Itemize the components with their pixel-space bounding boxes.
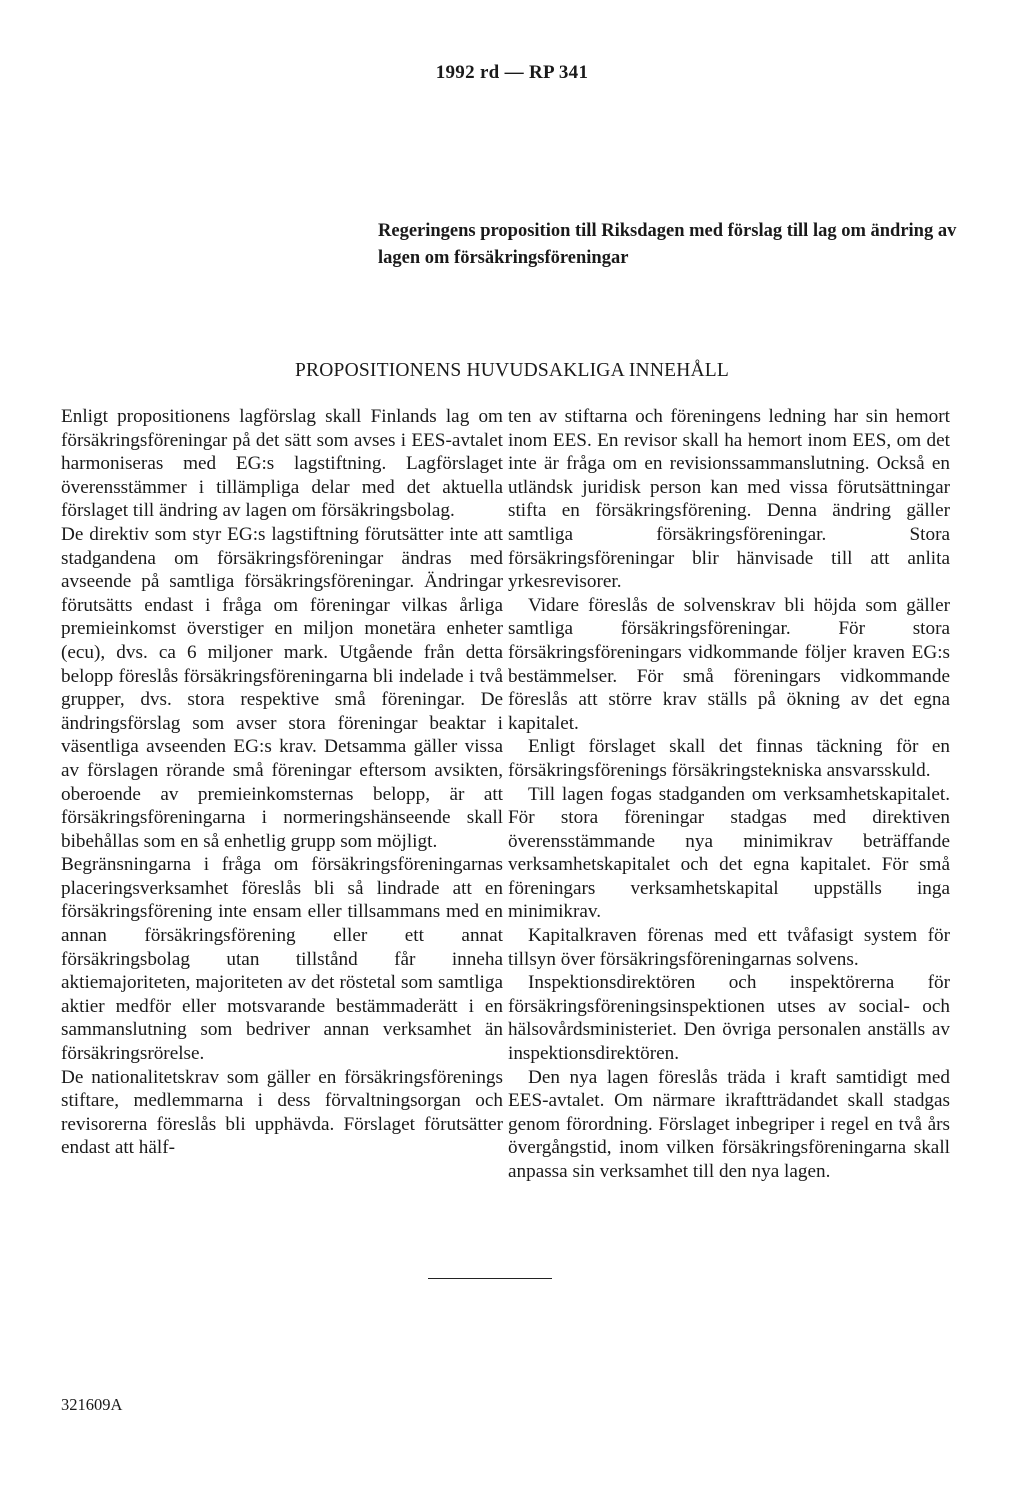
summary-paragraph: De direktiv som styr EG:s lagstiftning förutsätter inte att stadgandena om försäkringsföreningar ändras med avseende på samtliga försäkringsföreningar. Ändringar förutsätts endast i fråga om föreningar vilkas årliga premieinkomst överstiger en miljon monetära enheter (ecu), dvs. ca 6 miljoner mark. Utgående från detta belopp föreslås försäkringsföreningarna bli indelade i två grupper, dvs. stora respektive små föreningar. De ändringsförslag som avser stora föreningar beaktar i väsentliga avseenden EG:s krav. Detsamma gäller vissa av förslagen rörande små föreningar eftersom avsikten, oberoende av premieinkomsternas belopp, är att försäkringsföreningarna i normeringshänseende skall bibehållas som en så enhetlig grupp som möjligt. [61,523,503,852]
summary-paragraph: Enligt förslaget skall det finnas täckning för en försäkringsförenings försäkringstekniska ansvarsskuld. [508,736,950,781]
document-title: Regeringens proposition till Riksdagen med förslag till lag om ändring av lagen om försäkringsföreningar [378,221,957,268]
summary-paragraph: Den nya lagen föreslås träda i kraft samtidigt med EES-avtalet. Om närmare ikraftträdandet skall stadgas genom förordning. Förslaget inbegriper i regel en två års övergångstid, inom vilken försäkringsföreningarna skall anpassa sin verksamhet till den nya lagen. [508,1066,950,1182]
summary-paragraph: Begränsningarna i fråga om försäkringsföreningarnas placeringsverksamhet föreslås bli så lindrade att en försäkringsförening inte ensam eller tillsammans med en annan försäkringsförening eller ett annat försäkringsbolag utan tillstånd får inneha aktiemajoriteten, majoriteten av det röstetal som samtliga aktier medför eller motsvarande bestämmaderätt i en sammanslutning som bedriver annan verksamhet än försäkringsrörelse. [61,854,503,1065]
end-rule [428,1278,552,1279]
summary-paragraph: De nationalitetskrav som gäller en försäkringsförenings stiftare, medlemmarna i dess förvaltningsorgan och revisorerna föreslås bli upphävda. Förslaget förutsätter endast att hälf- [61,1066,503,1159]
summary-left-column [61,405,503,1160]
summary-heading: PROPOSITIONENS HUVUDSAKLIGA INNEHÅLL [294,360,730,381]
job-code: 321609A [61,1395,123,1414]
summary-paragraph: ten av stiftarna och föreningens ledning har sin hemort inom EES. En revisor skall ha hemort inom EES, om det inte är fråga om en revisionssammanslutning. Också en utländsk juridisk person kan med vissa förutsättningar stifta en försäkringsförening. Denna ändring gäller samtliga försäkringsföreningar. Stora försäkringsföreningar blir hänvisade till att anlita yrkesrevisorer. [508,406,950,593]
summary-paragraph: Inspektionsdirektören och inspektörerna för försäkringsföreningsinspektionen utses av social- och hälsovårdsministeriet. Den övriga personalen anställs av inspektionsdirektören. [508,972,950,1065]
summary-right-column [508,405,950,1184]
summary-paragraph: Vidare föreslås de solvenskrav bli höjda som gäller samtliga försäkringsföreningar. För stora försäkringsföreningars vidkommande följer kraven EG:s bestämmelser. För små föreningars vidkommande föreslås att större krav ställs på ökning av det egna kapitalet. [508,594,950,734]
summary-paragraph: Enligt propositionens lagförslag skall Finlands lag om försäkringsföreningar på det sätt som avses i EES-avtalet harmoniseras med EG:s lagstiftning. Lagförslaget överensstämmer i tillämpliga delar med det aktuella förslaget till ändring av lagen om försäkringsbolag. [61,406,503,522]
summary-paragraph: Kapitalkraven förenas med ett tvåfasigt system för tillsyn över försäkringsföreningarnas solvens. [508,925,950,970]
summary-paragraph: Till lagen fogas stadganden om verksamhetskapitalet. För stora föreningar stadgas med direktiven överensstämmande nya minimikrav beträffande verksamhetskapitalet och det egna kapitalet. För små föreningars verksamhetskapital uppställs inga minimikrav. [508,783,950,923]
running-head: 1992 rd — RP 341 [435,62,589,83]
